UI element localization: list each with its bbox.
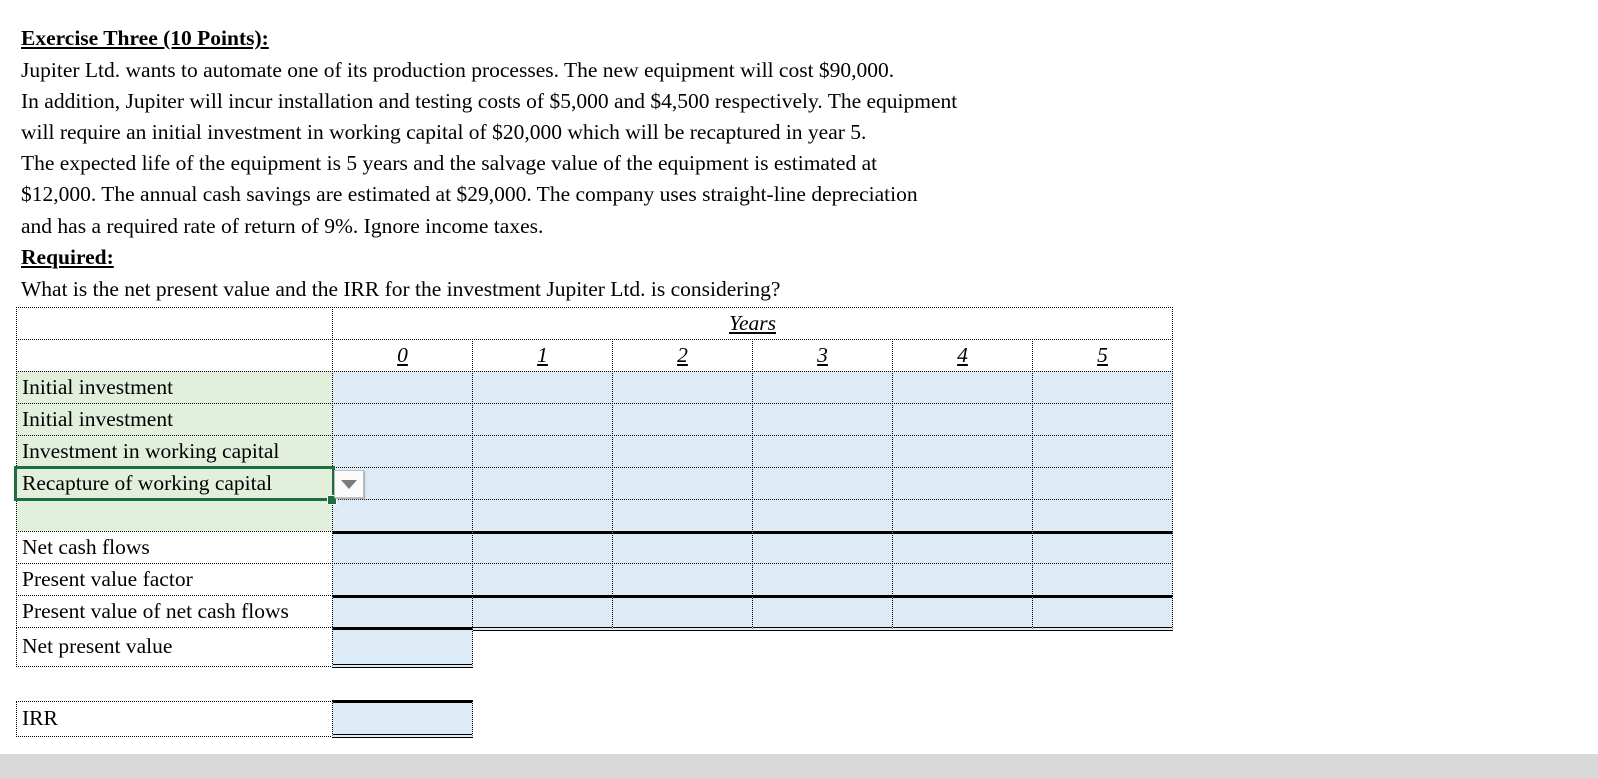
chevron-down-icon <box>341 480 357 489</box>
summary-value-cell[interactable] <box>332 563 473 596</box>
year-value-cell[interactable] <box>472 499 613 532</box>
year-value-cell[interactable] <box>472 403 613 436</box>
year-value-cell[interactable] <box>1032 403 1173 436</box>
year-label-cell[interactable] <box>16 339 333 372</box>
paragraph-line: will require an initial investment in working capital of $20,000 which will be recaptured in year 5. <box>21 120 867 144</box>
paragraph-line: The expected life of the equipment is 5 years and the salvage value of the equipment is estimated at <box>21 151 878 175</box>
exercise-title: Exercise Three (10 Points): <box>21 26 269 50</box>
summary-value-cell[interactable] <box>472 595 613 631</box>
year-value-cell[interactable] <box>892 371 1033 404</box>
year-value-cell[interactable] <box>752 371 893 404</box>
summary-value-cell[interactable] <box>892 531 1033 564</box>
paragraph-line: $12,000. The annual cash savings are estimated at $29,000. The company uses straight-line depreciation <box>21 182 918 206</box>
summary-value-cell[interactable] <box>752 563 893 596</box>
year-value-cell[interactable] <box>332 371 473 404</box>
summary-value-cell[interactable] <box>752 531 893 564</box>
summary-value-cell[interactable] <box>892 563 1033 596</box>
year-value-cell[interactable] <box>472 435 613 468</box>
summary-value-cell[interactable] <box>892 595 1033 631</box>
year-value-cell[interactable] <box>892 435 1033 468</box>
year-value-cell[interactable] <box>752 403 893 436</box>
year-column-header[interactable]: 2 <box>612 339 753 372</box>
year-value-cell[interactable] <box>612 467 753 500</box>
question-text: What is the net present value and the IRR for the investment Jupiter Ltd. is considering? <box>21 277 781 301</box>
year-value-cell[interactable] <box>1032 371 1173 404</box>
year-value-cell[interactable] <box>472 371 613 404</box>
row-label-cell[interactable] <box>16 499 333 532</box>
year-value-cell[interactable] <box>612 371 753 404</box>
summary-label-cell: Present value factor <box>16 563 333 596</box>
year-value-cell[interactable] <box>612 435 753 468</box>
year-column-header[interactable]: 4 <box>892 339 1033 372</box>
years-header-cell[interactable] <box>332 307 1173 340</box>
summary-label-cell: Net cash flows <box>16 531 333 564</box>
irr-label-cell: IRR <box>16 701 333 737</box>
row-label-cell[interactable]: Investment in working capital <box>16 435 333 468</box>
year-column-header[interactable]: 1 <box>472 339 613 372</box>
summary-value-cell[interactable] <box>612 563 753 596</box>
paragraph-line: In addition, Jupiter will incur installation and testing costs of $5,000 and $4,500 respectively. The equipment <box>21 89 958 113</box>
header-label-cell[interactable] <box>16 307 333 340</box>
year-value-cell[interactable] <box>472 467 613 500</box>
summary-value-cell[interactable] <box>332 531 473 564</box>
summary-value-cell[interactable] <box>472 563 613 596</box>
summary-label-cell: Present value of net cash flows <box>16 595 333 628</box>
summary-value-cell[interactable] <box>332 595 473 631</box>
year-value-cell[interactable] <box>612 499 753 532</box>
year-value-cell[interactable] <box>332 435 473 468</box>
year-value-cell[interactable] <box>612 403 753 436</box>
required-heading: Required: <box>21 245 114 269</box>
year-column-header[interactable]: 3 <box>752 339 893 372</box>
year-value-cell[interactable] <box>752 499 893 532</box>
summary-value-cell[interactable] <box>612 595 753 631</box>
horizontal-scroll-area <box>0 754 1598 778</box>
year-value-cell[interactable] <box>892 467 1033 500</box>
year-value-cell[interactable] <box>332 499 473 532</box>
paragraph-line: Jupiter Ltd. wants to automate one of its production processes. The new equipment will cost $90,000. <box>21 58 895 82</box>
year-value-cell[interactable] <box>1032 499 1173 532</box>
years-header: Years <box>728 311 776 335</box>
year-value-cell[interactable] <box>752 467 893 500</box>
year-value-cell[interactable] <box>1032 435 1173 468</box>
row-label-cell[interactable]: Recapture of working capital <box>16 467 333 500</box>
summary-value-cell[interactable] <box>752 595 893 631</box>
year-value-cell[interactable] <box>752 435 893 468</box>
summary-value-cell[interactable] <box>1032 595 1173 631</box>
paragraph-line: and has a required rate of return of 9%. Ignore income taxes. <box>21 214 544 238</box>
cell-dropdown-button[interactable] <box>334 470 364 498</box>
year-column-header[interactable]: 5 <box>1032 339 1173 372</box>
npv-value-cell[interactable] <box>332 627 473 668</box>
npv-label-cell: Net present value <box>16 627 333 667</box>
summary-value-cell[interactable] <box>472 531 613 564</box>
summary-value-cell[interactable] <box>1032 563 1173 596</box>
year-value-cell[interactable] <box>892 403 1033 436</box>
year-value-cell[interactable] <box>892 499 1033 532</box>
irr-value-cell[interactable] <box>332 700 473 738</box>
row-label-cell[interactable]: Initial investment <box>16 371 333 404</box>
year-value-cell[interactable] <box>332 403 473 436</box>
year-column-header[interactable]: 0 <box>332 339 473 372</box>
summary-value-cell[interactable] <box>612 531 753 564</box>
summary-value-cell[interactable] <box>1032 531 1173 564</box>
year-value-cell[interactable] <box>1032 467 1173 500</box>
row-label-cell[interactable]: Initial investment <box>16 403 333 436</box>
